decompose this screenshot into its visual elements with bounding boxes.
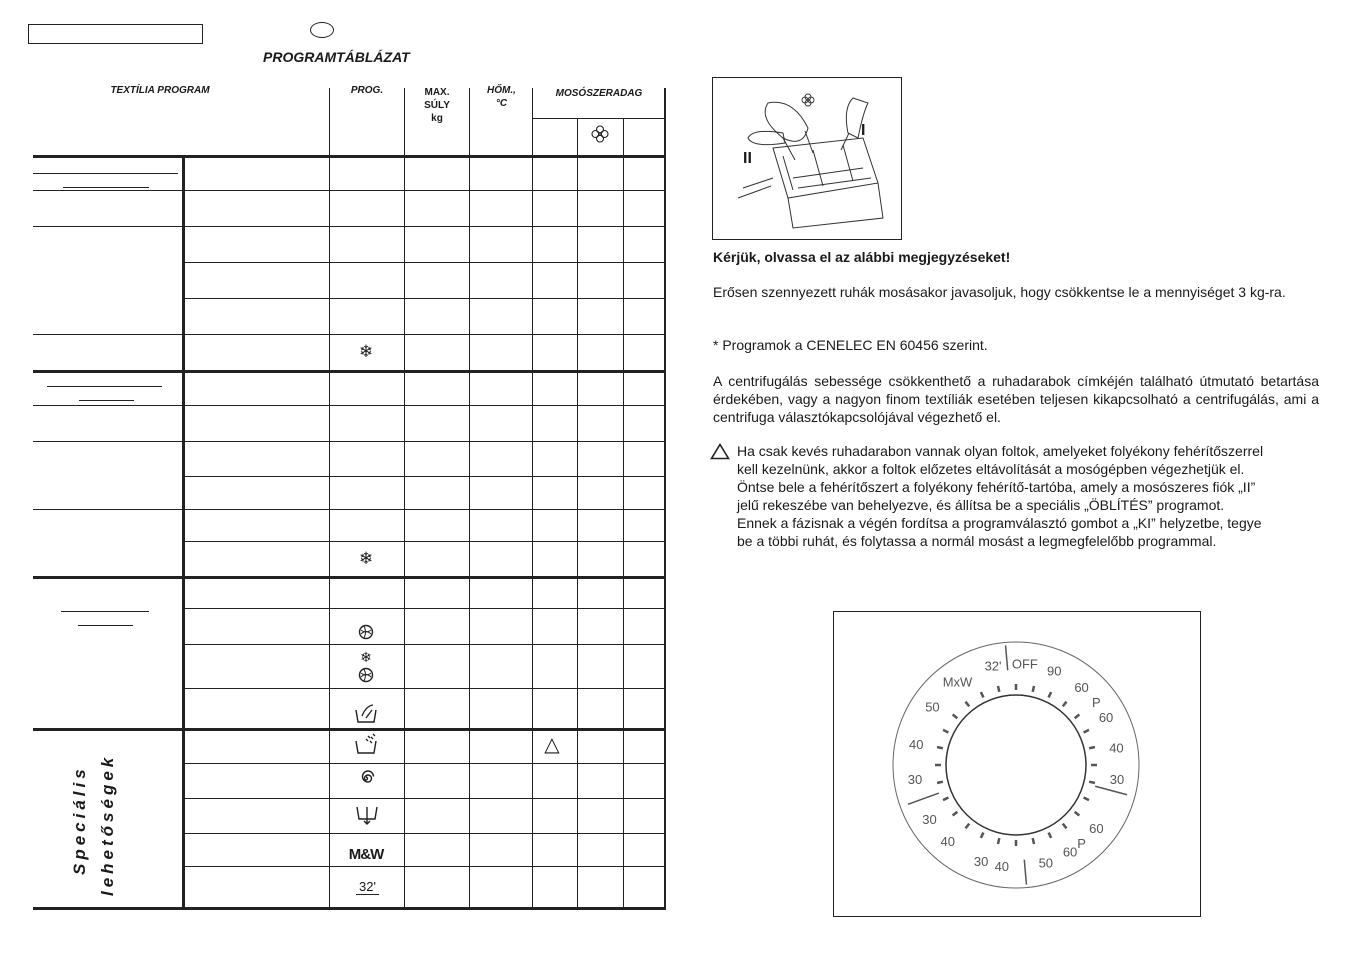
detergent-drawer-illustration bbox=[712, 77, 902, 240]
special-label-line2: lehetőségek bbox=[98, 753, 117, 896]
dial-label: MxW bbox=[942, 674, 973, 690]
compartment-label-I: I bbox=[861, 122, 866, 139]
dial-label: 90 bbox=[1046, 663, 1062, 679]
dial-label: 50 bbox=[925, 699, 940, 715]
header-max-weight: MAX. SÚLY kg bbox=[424, 87, 450, 124]
warning-line: jelű rekeszébe van behelyezve, és állítsa be a speciális „ÖBLÍTÉS” programot. bbox=[737, 497, 1225, 513]
dial-label: 40 bbox=[908, 736, 924, 752]
note-paragraph-2: * Programok a CENELEC EN 60456 szerint. bbox=[713, 337, 988, 353]
program-dial-box bbox=[833, 611, 1201, 917]
dial-label: 60 bbox=[1089, 820, 1104, 836]
compartment-label-II: II bbox=[743, 150, 752, 167]
dial-label: 30 bbox=[973, 853, 989, 869]
snowflake-icon: ❄ bbox=[358, 549, 374, 568]
dial-label: 30 bbox=[922, 812, 937, 828]
warning-line: Öntse bele a fehérítőszert a folyékony fehérítő-tartóba, amely a mosószeres fiók „II” bbox=[737, 479, 1256, 495]
dial-label: 30 bbox=[1109, 772, 1125, 788]
rinse-icon bbox=[354, 733, 378, 755]
quick-32-icon: 32' bbox=[356, 880, 379, 895]
dial-label: 60 bbox=[1074, 679, 1089, 695]
dial-label: 60 bbox=[1062, 844, 1078, 860]
dial-label: 40 bbox=[940, 833, 955, 849]
header-temperature: HŐM., °C bbox=[487, 85, 516, 109]
notes-heading: Kérjük, olvassa el az alábbi megjegyzéseket! bbox=[713, 249, 1011, 265]
warning-line: Ennek a fázisnak a végén fordítsa a programválasztó gombot a „KI” helyzetbe, tegye bbox=[737, 515, 1262, 531]
dial-label: 40 bbox=[994, 859, 1010, 875]
snowflake-icon: ❄ bbox=[360, 649, 372, 665]
page-title: PROGRAMTÁBLÁZAT bbox=[263, 49, 410, 65]
warning-line: be a többi ruhát, és folytassa a normál mosást a legmegfelelőbb programmal. bbox=[737, 533, 1217, 549]
snowflake-icon: ❄ bbox=[358, 342, 374, 361]
special-label-line1: Speciális bbox=[70, 765, 89, 875]
softener-flower-icon bbox=[590, 124, 610, 144]
warning-line: kell kezelnünk, akkor a foltok előzetes eltávolítását a mosógépben végezhetjük el. bbox=[737, 461, 1245, 477]
header-label-box bbox=[28, 24, 203, 44]
dial-label: 32' bbox=[984, 658, 1002, 674]
wool-ball-icon bbox=[358, 667, 374, 683]
spin-icon bbox=[356, 768, 376, 788]
warning-triangle-icon: △ bbox=[544, 734, 560, 756]
dial-label: P bbox=[1092, 695, 1101, 711]
wool-ball-icon bbox=[358, 624, 374, 640]
note-paragraph-1: Erősen szennyezett ruhák mosásakor javasoljuk, hogy csökkentse le a mennyiséget 3 kg-ra. bbox=[713, 284, 1286, 300]
dial-label: OFF bbox=[1011, 656, 1038, 672]
language-oval bbox=[310, 22, 334, 38]
dial-label: 50 bbox=[1038, 855, 1054, 871]
note-paragraph-3: A centrifugálás sebessége csökkenthető a ruhadarabok címkéjén található útmutató betartása érdekében, vagy a nagyon finom textíliák esetében teljesen kikapcsolható a centrifugálás, ami a centrifuga választókapcsolójával végezhető el. bbox=[713, 373, 1319, 425]
dial-label: 60 bbox=[1098, 710, 1114, 726]
dial-label: 30 bbox=[907, 772, 923, 788]
mix-and-wash-icon: M&W bbox=[348, 846, 384, 863]
warning-line: Ha csak kevés ruhadarabon vannak olyan foltok, amelyeket folyékony fehérítőszerrel bbox=[737, 443, 1264, 459]
warning-triangle-icon bbox=[710, 443, 730, 460]
warning-text bbox=[737, 442, 1319, 550]
header-detergent: MOSÓSZERADAG bbox=[555, 88, 643, 99]
drain-icon bbox=[355, 803, 379, 825]
hand-wash-icon bbox=[354, 702, 378, 724]
dial-label: 40 bbox=[1109, 740, 1124, 756]
dial-label: P bbox=[1077, 836, 1086, 852]
header-prog: PROG. bbox=[350, 85, 384, 96]
header-program: TEXTÍLIA PROGRAM bbox=[110, 85, 210, 96]
